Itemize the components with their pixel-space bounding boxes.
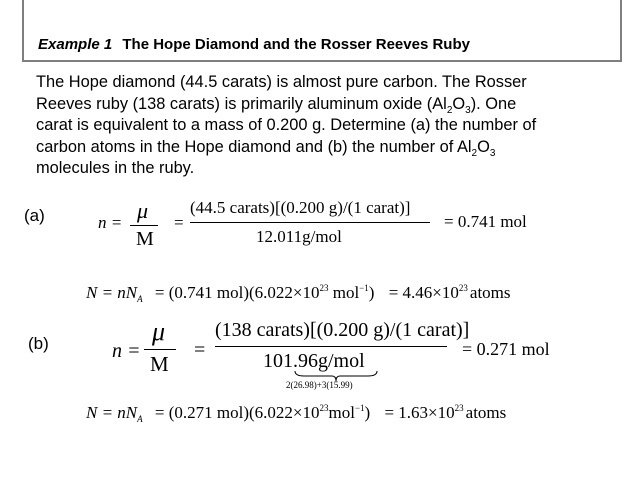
part-a-numerator: (44.5 carats)[(0.200 g)/(1 carat)] <box>190 198 411 217</box>
part-b-n-equals: n = <box>112 340 141 362</box>
part-a-fraction-line-2 <box>190 222 430 223</box>
part-a-result: = 0.741 mol <box>444 212 527 231</box>
part-b-denominator: 101.96g/mol <box>263 350 365 372</box>
part-a-avogadro-equation: $N = nN_A = (0.741$ $mol)(6.022\times 10^{23}$ $mol^{-1}) = 4.46\times 10^{23}$ atoms <box>86 283 511 304</box>
part-b-avogadro-equation: $N = nN_A = (0.271$ $mol)(6.022\times 10^{23}mol^{-1}) = 1.63\times 10^{23}$ atoms <box>86 403 507 424</box>
part-b-label: (b) <box>28 334 49 353</box>
part-b-numerator: (138 carats)[(0.200 g)/(1 carat)] <box>215 319 470 341</box>
part-a-denominator: 12.011g/mol <box>256 227 342 246</box>
part-a-n-equals: n = <box>98 213 123 232</box>
part-b-result: = 0.271 mol <box>462 339 550 359</box>
example-header <box>38 36 470 53</box>
problem-line-5: molecules in the ruby. <box>36 159 195 178</box>
part-b-fraction-line-2 <box>215 346 447 347</box>
problem-line-4: carbon atoms in the Hope diamond and (b) the number of $Al_2O_3$ <box>36 137 496 159</box>
part-b-fraction-line-1 <box>144 349 176 350</box>
part-a-molar-mass: M <box>136 228 154 250</box>
problem-statement <box>36 72 616 180</box>
problem-line-1: The Hope diamond (44.5 carats) is almost pure carbon. The Rosser <box>36 73 527 91</box>
example-header-box <box>22 0 622 62</box>
part-b-equals: = <box>194 339 206 361</box>
part-a-equals: = <box>174 213 184 232</box>
problem-line-2: Reeves ruby (138 carats) is primarily aluminum oxide $(Al_2O_3)$. One <box>36 94 517 116</box>
part-b-underbrace-label: 2(26.98)+3(15.99) <box>286 380 353 390</box>
part-b-molar-mass: M <box>150 352 169 376</box>
part-a-fraction-line-1 <box>130 225 158 226</box>
part-a-label: (a) <box>24 206 45 225</box>
example-number: Example 1 <box>38 36 113 53</box>
example-title: The Hope Diamond and the Rosser Reeves Ruby <box>122 36 470 53</box>
problem-line-3: carat is equivalent to a mass of 0.200 g. Determine (a) the number of <box>36 116 537 135</box>
part-a-mu: μ <box>137 198 149 223</box>
part-b-mu: μ <box>152 317 166 346</box>
